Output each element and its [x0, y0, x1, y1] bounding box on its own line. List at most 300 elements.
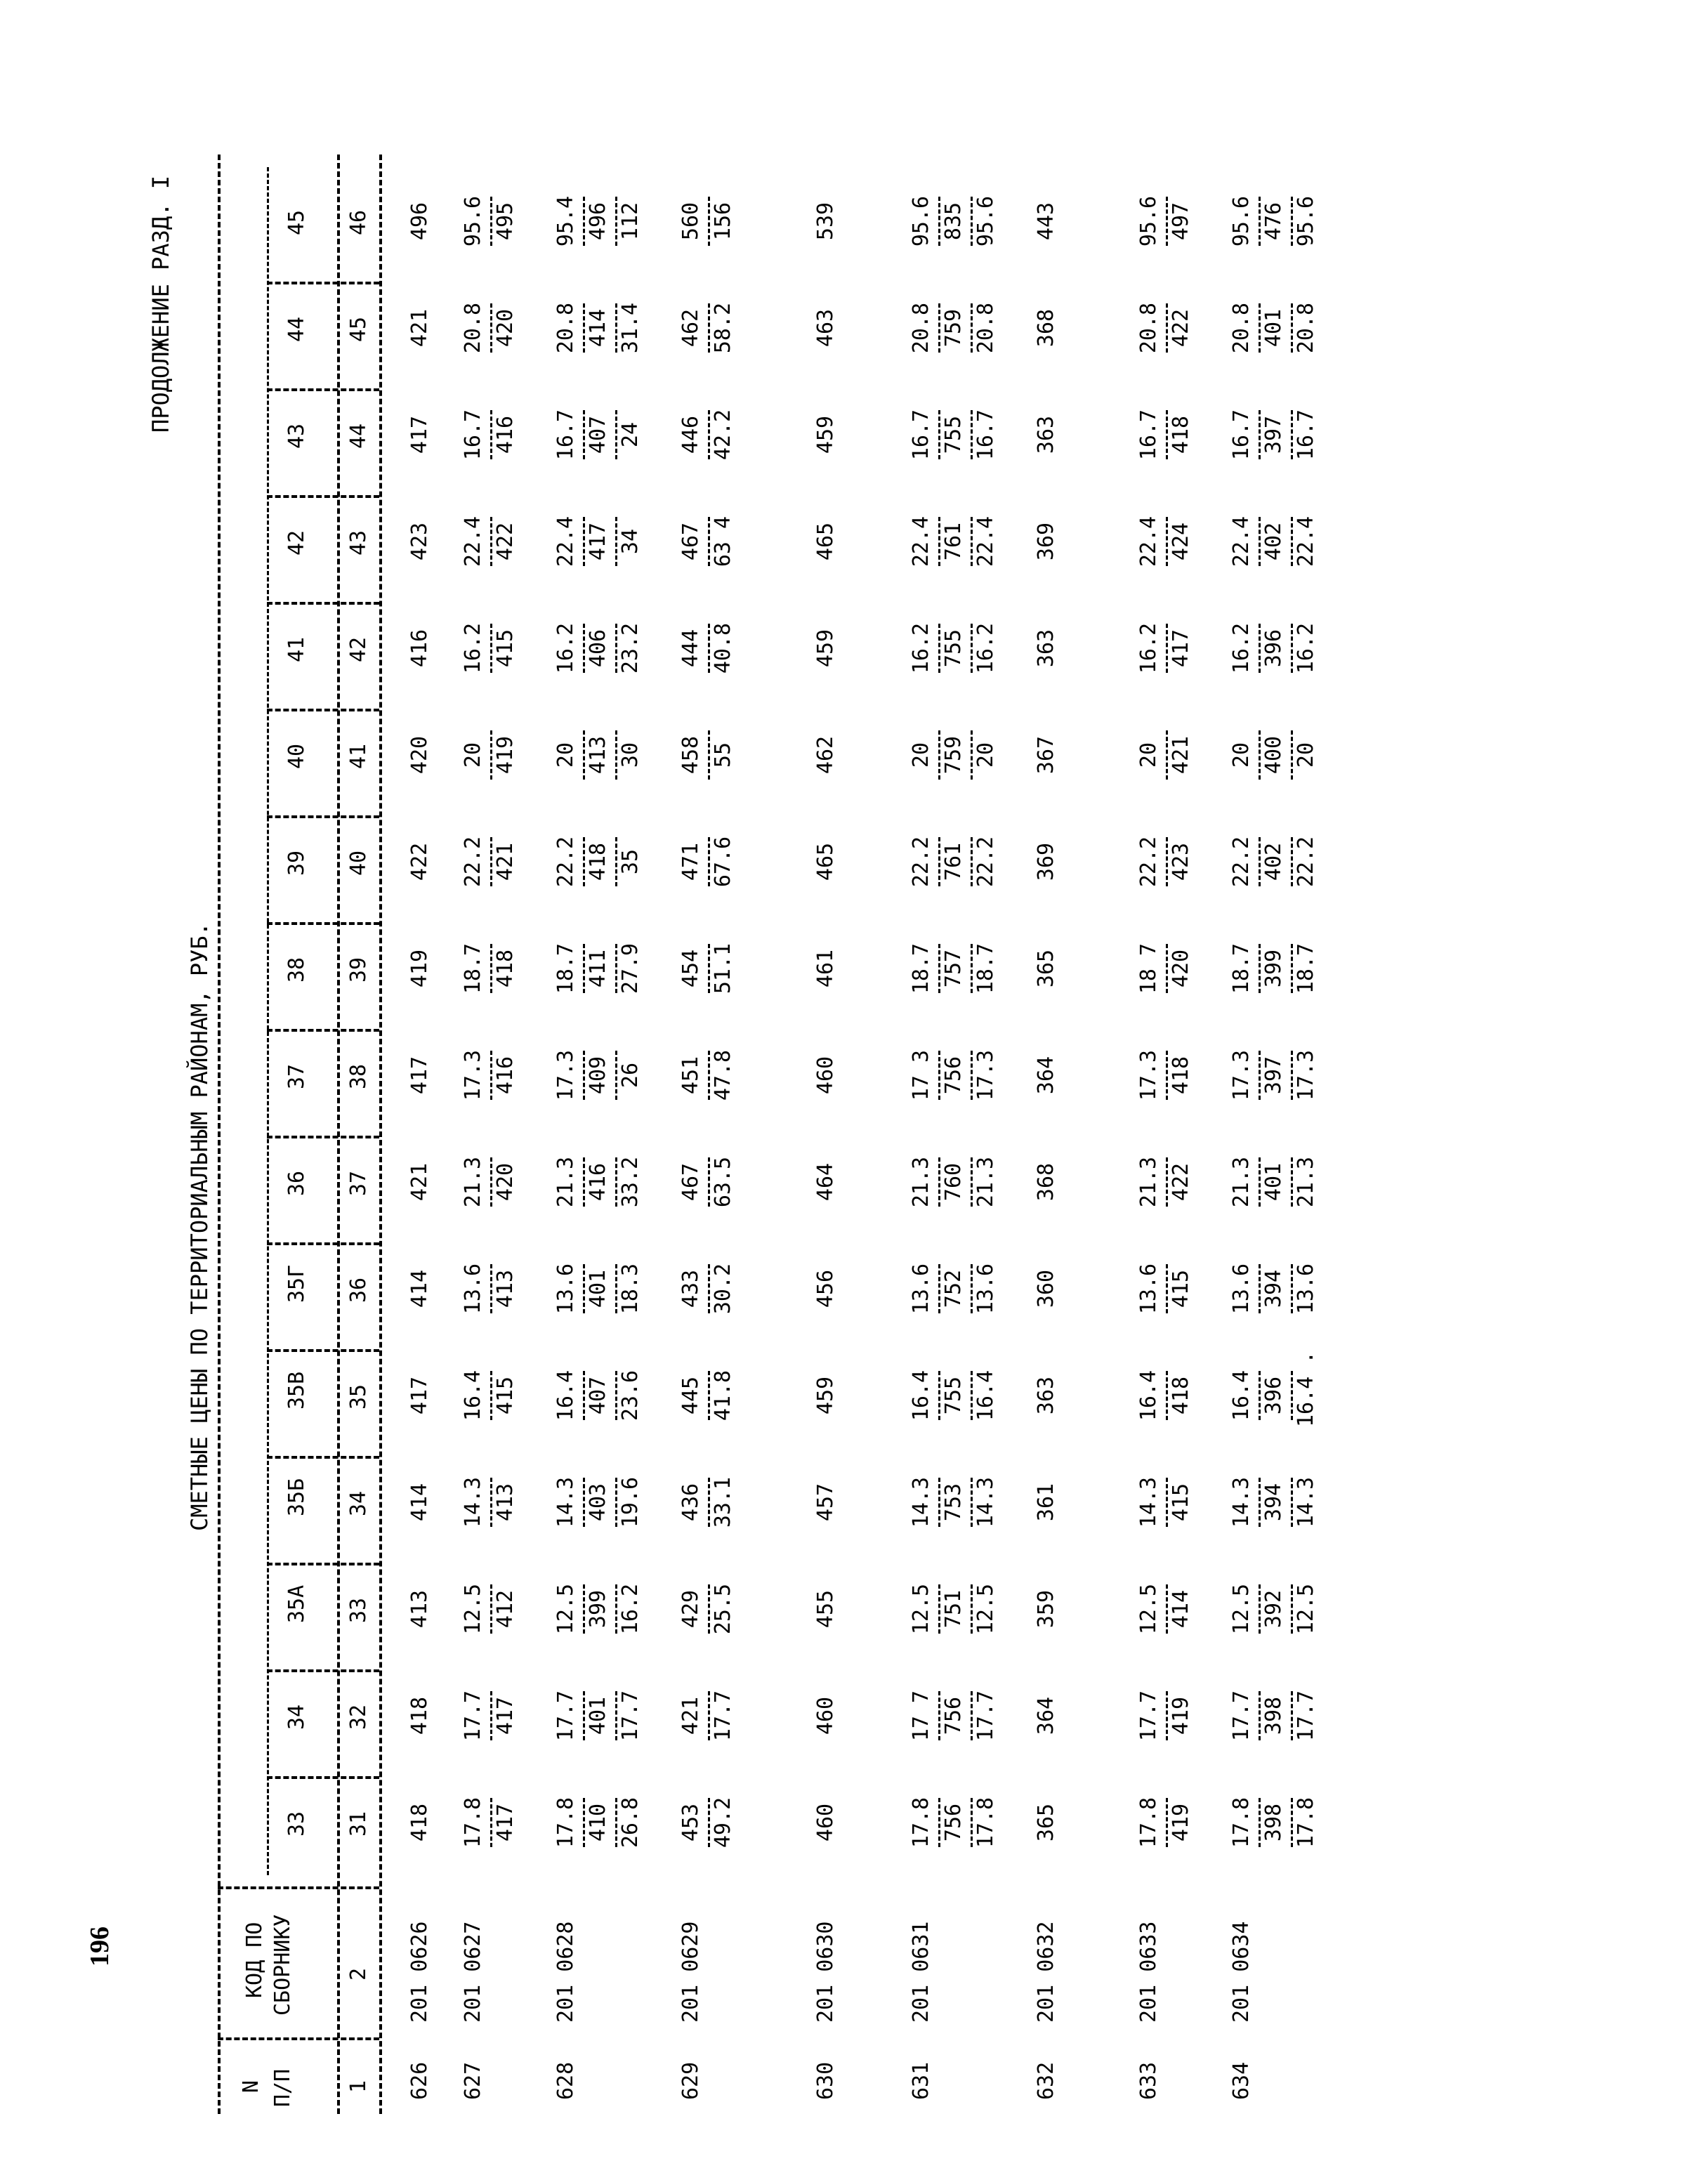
- table-cell: 41.8: [711, 1370, 735, 1421]
- cell-divider: [708, 517, 710, 566]
- row-number: 629: [678, 2061, 703, 2100]
- table-cell: 24: [618, 421, 643, 448]
- table-cell: 399: [586, 1589, 610, 1629]
- table-cell: 462: [813, 735, 838, 775]
- table-cell: 755: [941, 415, 966, 454]
- table-cell: 18.7: [461, 943, 485, 994]
- cell-divider: [938, 1371, 940, 1420]
- table-cell: 560: [678, 202, 703, 241]
- row-number: 628: [553, 2061, 578, 2100]
- cell-divider: [708, 1478, 710, 1527]
- cell-divider: [490, 1371, 492, 1420]
- row-code: 201 0629: [678, 1921, 703, 2023]
- table-cell: 17 7: [909, 1690, 933, 1742]
- table-cell: 422: [407, 842, 432, 881]
- table-cell: 463: [813, 308, 838, 348]
- cell-divider: [1166, 1051, 1168, 1100]
- table-cell: 21.3: [1229, 1156, 1254, 1208]
- table-cell: 401: [586, 1696, 610, 1735]
- cell-divider: [1166, 197, 1168, 246]
- district-header: 41: [284, 636, 309, 662]
- table-cell: 459: [813, 1376, 838, 1415]
- cell-divider: [971, 1691, 973, 1740]
- table-cell: 12.5: [1136, 1583, 1161, 1635]
- district-header: 35Г: [284, 1264, 309, 1303]
- cell-divider: [1291, 1157, 1293, 1207]
- table-cell: 422: [1169, 308, 1193, 348]
- table-cell: 416: [493, 415, 518, 454]
- table-cell: 17.3: [553, 1049, 578, 1101]
- row-code: 201 0630: [813, 1921, 838, 2023]
- cell-divider: [490, 517, 492, 566]
- table-cell: 414: [407, 1483, 432, 1522]
- table-cell: 95.6: [461, 195, 485, 247]
- table-cell: 459: [813, 415, 838, 454]
- table-cell: 14.3: [909, 1476, 933, 1528]
- cell-divider: [1259, 303, 1261, 353]
- cell-divider: [1291, 197, 1293, 246]
- cell-divider: [971, 410, 973, 459]
- cell-divider: [615, 1264, 617, 1313]
- cell-divider: [938, 303, 940, 353]
- table-cell: 413: [586, 735, 610, 775]
- row-code: 201 0626: [407, 1921, 432, 2023]
- cell-divider: [490, 1264, 492, 1313]
- cell-divider: [583, 944, 585, 993]
- table-cell: 18 7: [1136, 943, 1161, 994]
- cell-divider: [708, 197, 710, 246]
- table-cell: 16.7: [973, 409, 998, 461]
- cell-divider: [971, 1371, 973, 1420]
- table-cell: 417: [493, 1696, 518, 1735]
- cell-divider: [971, 517, 973, 566]
- table-cell: 13.6: [973, 1263, 998, 1315]
- table-cell: 416: [407, 629, 432, 668]
- cell-divider: [490, 1798, 492, 1847]
- cell-divider: [708, 944, 710, 993]
- cell-divider: [938, 517, 940, 566]
- vrule-district: [267, 815, 379, 818]
- district-header: 35А: [284, 1584, 309, 1623]
- cell-divider: [1259, 410, 1261, 459]
- table-cell: 417: [407, 1056, 432, 1095]
- header-code: КОД ПО: [242, 1922, 267, 1998]
- cell-divider: [1166, 517, 1168, 566]
- table-cell: 398: [1261, 1803, 1286, 1842]
- table-cell: 444: [678, 629, 703, 668]
- table-cell: 410: [586, 1803, 610, 1842]
- table-cell: 17.7: [618, 1690, 643, 1742]
- table-cell: 412: [493, 1589, 518, 1629]
- cell-divider: [971, 1584, 973, 1634]
- row-code: 201 0627: [461, 1921, 485, 2023]
- table-cell: 401: [586, 1269, 610, 1308]
- table-cell: 55: [711, 742, 735, 768]
- cell-divider: [490, 1478, 492, 1527]
- table-cell: 755: [941, 629, 966, 668]
- table-cell: 17.8: [461, 1797, 485, 1849]
- table-cell: 421: [493, 842, 518, 881]
- cell-divider: [971, 944, 973, 993]
- cell-divider: [1259, 730, 1261, 780]
- cell-divider: [938, 837, 940, 886]
- cell-divider: [490, 1691, 492, 1740]
- table-cell: 401: [1261, 1162, 1286, 1202]
- table-cell: 17.7: [461, 1690, 485, 1742]
- vrule-district: [267, 388, 379, 391]
- table-cell: 13.6: [1229, 1263, 1254, 1315]
- numbering-cell: 46: [346, 209, 371, 235]
- cell-divider: [615, 624, 617, 673]
- table-cell: 16.2: [909, 622, 933, 674]
- cell-divider: [615, 1051, 617, 1100]
- table-cell: 95.6: [1294, 195, 1318, 247]
- table-cell: 16.7: [1229, 409, 1254, 461]
- table-cell: 424: [1169, 522, 1193, 561]
- table-cell: 417: [1169, 629, 1193, 668]
- table-cell: 22.2: [553, 836, 578, 888]
- numbering-cell: 37: [346, 1170, 371, 1196]
- table-cell: 835: [941, 202, 966, 241]
- cell-divider: [1259, 837, 1261, 886]
- numbering-cell: 33: [346, 1597, 371, 1623]
- table-cell: 22.4: [909, 516, 933, 567]
- cell-divider: [583, 1584, 585, 1634]
- table-cell: 414: [586, 308, 610, 348]
- table-cell: 397: [1261, 415, 1286, 454]
- table-cell: 20: [1229, 742, 1254, 768]
- table-cell: 757: [941, 949, 966, 988]
- table-cell: 21.3: [909, 1156, 933, 1208]
- vrule-district: [267, 1349, 379, 1352]
- cell-divider: [1259, 1478, 1261, 1527]
- cell-divider: [708, 1584, 710, 1634]
- cell-divider: [708, 1371, 710, 1420]
- cell-divider: [583, 1051, 585, 1100]
- table-cell: 49.2: [711, 1797, 735, 1849]
- table-cell: 16.4: [553, 1370, 578, 1421]
- header-pp: П/П: [270, 2068, 295, 2107]
- cell-divider: [938, 410, 940, 459]
- cell-divider: [490, 1051, 492, 1100]
- table-cell: 95.6: [1136, 195, 1161, 247]
- table-cell: 364: [1034, 1696, 1058, 1735]
- table-cell: 22.2: [1136, 836, 1161, 888]
- table-cell: 396: [1261, 1376, 1286, 1415]
- numbering-cell: 34: [346, 1490, 371, 1516]
- table-cell: 12.5: [909, 1583, 933, 1635]
- cell-divider: [971, 303, 973, 353]
- cell-divider: [615, 410, 617, 459]
- table-cell: 21.3: [973, 1156, 998, 1208]
- table-cell: 423: [407, 522, 432, 561]
- table-cell: 361: [1034, 1483, 1058, 1522]
- table-cell: 17.3: [1136, 1049, 1161, 1101]
- table-cell: 40.8: [711, 622, 735, 674]
- cell-divider: [490, 837, 492, 886]
- table-cell: 16.7: [461, 409, 485, 461]
- vrule-district: [267, 1776, 379, 1779]
- cell-divider: [1166, 837, 1168, 886]
- table-cell: 402: [1261, 522, 1286, 561]
- table-cell: 18.7: [973, 943, 998, 994]
- cell-divider: [1259, 517, 1261, 566]
- table-cell: 63.5: [711, 1156, 735, 1208]
- table-cell: 17.7: [1136, 1690, 1161, 1742]
- cell-divider: [615, 197, 617, 246]
- table-cell: 16.2: [1136, 622, 1161, 674]
- numbering-cell: 36: [346, 1277, 371, 1303]
- table-cell: 396: [1261, 629, 1286, 668]
- cell-divider: [938, 1264, 940, 1313]
- table-cell: 401: [1261, 308, 1286, 348]
- table-cell: 18.3: [618, 1263, 643, 1315]
- table-cell: 761: [941, 842, 966, 881]
- table-cell: 368: [1034, 308, 1058, 348]
- row-code: 201 0632: [1034, 1921, 1058, 2023]
- table-cell: 421: [678, 1696, 703, 1735]
- row-code: 201 0633: [1136, 1921, 1161, 2023]
- table-cell: 363: [1034, 1376, 1058, 1415]
- vrule-district: [267, 602, 379, 605]
- table-cell: 16.2: [553, 622, 578, 674]
- cell-divider: [1291, 517, 1293, 566]
- numbering-cell: 43: [346, 530, 371, 556]
- table-cell: 417: [493, 1803, 518, 1842]
- cell-divider: [583, 624, 585, 673]
- table-cell: 413: [493, 1269, 518, 1308]
- cell-divider: [583, 1691, 585, 1740]
- table-cell: 20: [461, 742, 485, 768]
- table-cell: 420: [1169, 949, 1193, 988]
- table-cell: 359: [1034, 1589, 1058, 1629]
- table-cell: 23.2: [618, 622, 643, 674]
- cell-divider: [971, 624, 973, 673]
- cell-divider: [708, 410, 710, 459]
- table-cell: 16.4: [973, 1370, 998, 1421]
- table-cell: 367: [1034, 735, 1058, 775]
- table-cell: 418: [1169, 1056, 1193, 1095]
- table-cell: 476: [1261, 202, 1286, 241]
- table-cell: 30.2: [711, 1263, 735, 1315]
- table-cell: 433: [678, 1269, 703, 1308]
- cell-divider: [971, 1264, 973, 1313]
- cell-divider: [938, 1798, 940, 1847]
- numbering-cell: 41: [346, 743, 371, 769]
- district-header: 38: [284, 957, 309, 983]
- table-cell: 407: [586, 415, 610, 454]
- table-cell: 112: [618, 202, 643, 241]
- table-title: СМЕТНЫЕ ЦЕНЫ ПО ТЕРРИТОРИАЛЬНЫМ РАЙОНАМ, РУБ.: [186, 922, 213, 1531]
- cell-divider: [615, 1798, 617, 1847]
- vrule-district: [267, 1242, 379, 1245]
- table-cell: 417: [407, 1376, 432, 1415]
- cell-divider: [1291, 1798, 1293, 1847]
- cell-divider: [1166, 303, 1168, 353]
- row-number: 630: [813, 2061, 838, 2100]
- numbering-cell: 35: [346, 1384, 371, 1410]
- table-cell: 17.8: [973, 1797, 998, 1849]
- table-cell: 406: [586, 629, 610, 668]
- table-cell: 465: [813, 522, 838, 561]
- table-cell: 22.4: [1136, 516, 1161, 567]
- table-cell: 496: [407, 202, 432, 241]
- district-header: 39: [284, 850, 309, 876]
- table-cell: 18.7: [909, 943, 933, 994]
- table-cell: 756: [941, 1056, 966, 1095]
- cell-divider: [583, 1478, 585, 1527]
- cell-divider: [490, 303, 492, 353]
- rule-districts: [267, 167, 269, 1875]
- numbering-cell: 38: [346, 1063, 371, 1089]
- table-cell: 16.2: [461, 622, 485, 674]
- table-cell: 753: [941, 1483, 966, 1522]
- cell-divider: [971, 1798, 973, 1847]
- table-cell: 460: [813, 1696, 838, 1735]
- vrule-district: [267, 1563, 379, 1565]
- table-cell: 16.7: [553, 409, 578, 461]
- table-cell: 467: [678, 1162, 703, 1202]
- table-cell: 20.8: [461, 302, 485, 354]
- table-cell: 454: [678, 949, 703, 988]
- table-cell: 365: [1034, 949, 1058, 988]
- cell-divider: [1291, 1371, 1293, 1420]
- numbering-cell: 44: [346, 423, 371, 449]
- row-code: 201 0634: [1229, 1921, 1254, 2023]
- cell-divider: [1291, 1691, 1293, 1740]
- table-cell: 18.7: [1229, 943, 1254, 994]
- table-cell: 443: [1034, 202, 1058, 241]
- table-cell: 420: [493, 308, 518, 348]
- table-cell: 760: [941, 1162, 966, 1202]
- table-cell: 17.7: [973, 1690, 998, 1742]
- row-number: 634: [1229, 2061, 1254, 2100]
- table-cell: 33.2: [618, 1156, 643, 1208]
- table-cell: 460: [813, 1803, 838, 1842]
- table-cell: 13.6: [1294, 1263, 1318, 1315]
- row-number: 631: [909, 2061, 933, 2100]
- cell-divider: [938, 1691, 940, 1740]
- table-cell: 495: [493, 202, 518, 241]
- table-cell: 420: [493, 1162, 518, 1202]
- table-cell: 421: [1169, 735, 1193, 775]
- district-header: 43: [284, 423, 309, 449]
- table-cell: 16.7: [909, 409, 933, 461]
- numbering-cell: 45: [346, 316, 371, 342]
- table-cell: 12.5: [461, 1583, 485, 1635]
- table-cell: 759: [941, 735, 966, 775]
- table-cell: 420: [407, 735, 432, 775]
- table-cell: 34: [618, 528, 643, 555]
- cell-divider: [1259, 197, 1261, 246]
- cell-divider: [938, 944, 940, 993]
- table-cell: 22.2: [1294, 836, 1318, 888]
- table-cell: 416: [493, 1056, 518, 1095]
- cell-divider: [708, 624, 710, 673]
- cell-divider: [583, 1371, 585, 1420]
- cell-divider: [583, 837, 585, 886]
- table-cell: 422: [493, 522, 518, 561]
- table-cell: 409: [586, 1056, 610, 1095]
- table-cell: 14.3: [553, 1476, 578, 1528]
- table-cell: 27.9: [618, 943, 643, 994]
- table-cell: 397: [1261, 1056, 1286, 1095]
- cell-divider: [1291, 837, 1293, 886]
- district-header: 44: [284, 316, 309, 342]
- cell-divider: [615, 1478, 617, 1527]
- table-cell: 14.3: [1229, 1476, 1254, 1528]
- cell-divider: [708, 1264, 710, 1313]
- table-cell: 22.4: [1229, 516, 1254, 567]
- table-cell: 156: [711, 202, 735, 241]
- table-cell: 95.6: [909, 195, 933, 247]
- cell-divider: [1259, 944, 1261, 993]
- numbering-cell: 39: [346, 957, 371, 983]
- cell-divider: [708, 1157, 710, 1207]
- table-cell: 17.7: [1294, 1690, 1318, 1742]
- table-cell: 16.2: [1229, 622, 1254, 674]
- table-cell: 21.3: [1294, 1156, 1318, 1208]
- cell-divider: [1291, 944, 1293, 993]
- cell-divider: [615, 517, 617, 566]
- table-cell: 17.3: [973, 1049, 998, 1101]
- rotated-table-page: [147, 155, 1552, 2114]
- row-code: 201 0628: [553, 1921, 578, 2023]
- table-cell: 16.4: [461, 1370, 485, 1421]
- table-cell: 752: [941, 1269, 966, 1308]
- table-cell: 16.4: [909, 1370, 933, 1421]
- table-cell: 35: [618, 848, 643, 875]
- cell-divider: [708, 1798, 710, 1847]
- table-cell: 365: [1034, 1803, 1058, 1842]
- numbering-cell: 2: [346, 1967, 371, 1981]
- numbering-cell: 31: [346, 1811, 371, 1837]
- cell-divider: [1259, 1264, 1261, 1313]
- table-cell: 453: [678, 1803, 703, 1842]
- district-header: 42: [284, 530, 309, 556]
- cell-divider: [971, 1478, 973, 1527]
- district-header: 33: [284, 1811, 309, 1837]
- cell-divider: [971, 837, 973, 886]
- numbering-cell: 32: [346, 1704, 371, 1730]
- table-cell: 415: [1169, 1483, 1193, 1522]
- table-cell: 363: [1034, 415, 1058, 454]
- table-cell: 414: [407, 1269, 432, 1308]
- table-cell: 22.2: [909, 836, 933, 888]
- rule-top: [218, 155, 221, 2114]
- cell-divider: [490, 1584, 492, 1634]
- cell-divider: [583, 410, 585, 459]
- table-cell: 458: [678, 735, 703, 775]
- rule-numbering-bottom: [379, 155, 382, 2114]
- table-cell: 23.6: [618, 1370, 643, 1421]
- table-cell: 25.5: [711, 1583, 735, 1635]
- vrule-district: [267, 495, 379, 498]
- table-cell: 22.4: [973, 516, 998, 567]
- vrule-n: [218, 2037, 379, 2040]
- table-cell: 12.5: [553, 1583, 578, 1635]
- district-header: 45: [284, 209, 309, 235]
- table-cell: 22.4: [1294, 516, 1318, 567]
- cell-divider: [1291, 730, 1293, 780]
- table-cell: 14.3: [973, 1476, 998, 1528]
- table-cell: 394: [1261, 1269, 1286, 1308]
- table-cell: 16.2: [618, 1583, 643, 1635]
- table-cell: 436: [678, 1483, 703, 1522]
- table-cell: 756: [941, 1696, 966, 1735]
- table-cell: 20: [1294, 742, 1318, 768]
- cell-divider: [1259, 1584, 1261, 1634]
